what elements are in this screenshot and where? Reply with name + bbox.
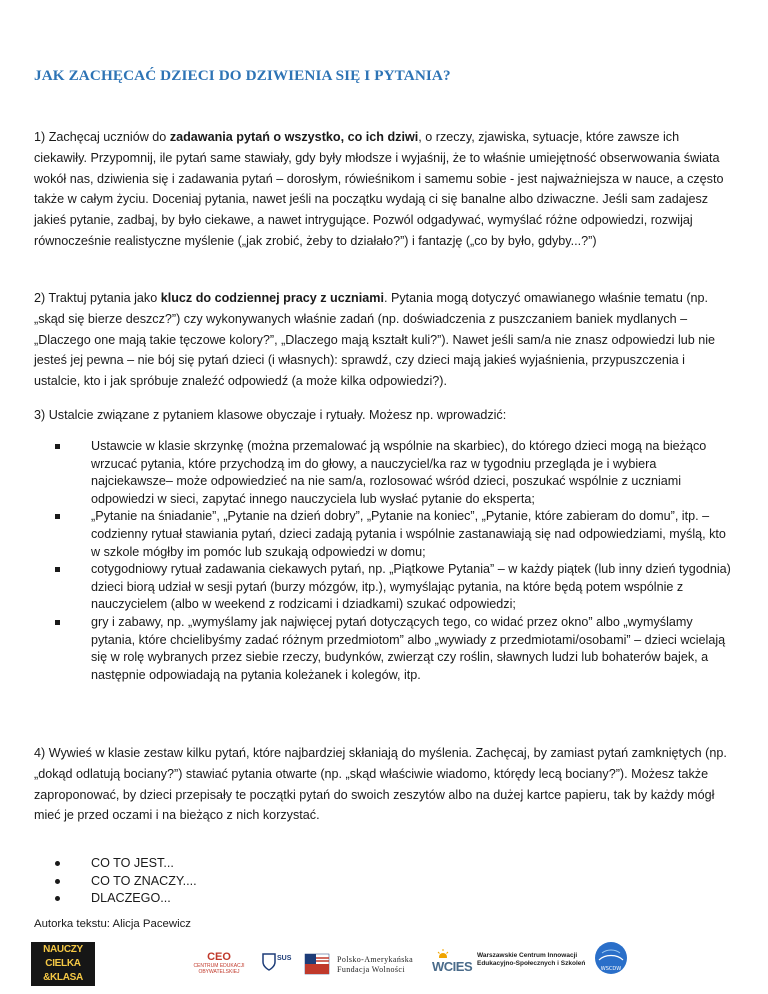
question-starters-list (34, 855, 197, 908)
wc-logo-text (477, 952, 585, 968)
list-item (34, 855, 197, 873)
list-item-text: CO TO JEST... (91, 856, 174, 870)
square-bullet-icon (55, 514, 60, 519)
paragraph-2-body: . Pytania mogą dotyczyć omawianego właśnie tematu (np. „skąd się bierze deszcz?”) czy wykonywanych właśnie zadań (np. doświadczenia z puszczaniem baniek mydlanych – „Dlaczego one mają takie tęczowe kolory?”, „Dlaczego mają kształt kuli?”). Nawet jeśli sam/a nie znasz odpowiedzi lub nie jesteś jej pewna – nie bój się pytań dzieci (i własnych): sprawdź, czy dzieci mają jakieś wyjaśnienia, przypuszczenia i ustalcie, kto i jak spróbuje znaleźć odpowiedź (a może kilka odpowiedzi?). (34, 291, 716, 389)
paragraph-1-lead: 1) Zachęcaj uczniów do (34, 130, 170, 144)
ceo-logo-tagline: CENTRUM EDUKACJI OBYWATELSKIEJ (193, 963, 245, 975)
sun-icon (436, 948, 450, 958)
list-item (34, 890, 197, 908)
wscdw-logo-text: WSCDW (600, 966, 622, 972)
list-item (34, 508, 734, 561)
flag-icon (303, 950, 331, 978)
author-credit: Autorka tekstu: Alicja Pacewicz (34, 918, 192, 930)
paragraph-1 (34, 127, 734, 252)
rituals-list (34, 438, 734, 684)
document-title: JAK ZACHĘCAĆ DZIECI DO DZIWIENIA SIĘ I PYTANIA? (34, 67, 451, 84)
paragraph-2-bold: klucz do codziennej pracy z uczniami (160, 291, 384, 305)
round-bullet-icon (55, 879, 60, 884)
logo-line: CIELKA (45, 958, 81, 969)
sus-logo-text: SUS (277, 955, 292, 962)
list-item (34, 614, 734, 684)
paragraph-4: 4) Wywieś w klasie zestaw kilku pytań, które najbardziej skłaniają do myślenia. Zachęcaj, by zamiast pytań zamkniętych (np. „dokąd odlatują bociany?”) stawiać pytania otwarte (np. „skąd właściwie wiadomo, którędy lecą bociany?”). Możesz także zaproponować, by dzieci przepisały te początki pytań do swoich zeszytów albo na dużej kartce papieru, tak by każdy mógł mieć je przed oczami i na bieżąco z nich korzystać. (34, 746, 727, 823)
list-item (34, 873, 197, 891)
list-item-text: DLACZEGO... (91, 891, 171, 905)
paragraph-3: 3) Ustalcie związane z pytaniem klasowe obyczaje i rytuały. Możesz np. wprowadzić: (34, 408, 507, 422)
paragraph-2-lead: 2) Traktuj pytania jako (34, 291, 161, 305)
logo-line: NAUCZY (43, 944, 83, 955)
ceo-logo-wordmark: CEO (207, 951, 231, 963)
globe-icon (593, 940, 629, 976)
wc-line-2: Edukacyjno-Społecznych i Szkoleń (477, 960, 586, 967)
list-item-text: gry i zabawy, np. „wymyślamy jak najwięcej pytań dotyczących tego, co widać przez okno” albo „wymyślamy pytania, które chcielibyśmy zadać różnym przedmiotom” albo „wywiady z przedmiotami/osobami” – dzieci wcielają się w rolę wybranych przez siebie rzeczy, budynków, zwierząt czy roślin, sławnych ludzi lub bohaterów bajek, a następnie odpowiadają na pytania koleżanek i kolegów, itp. (91, 614, 726, 682)
list-item-text: „Pytanie na śniadanie”, „Pytanie na dzień dobry”, „Pytanie na koniec”, „Pytanie, które zabieram do domu”, itp. – codzienny rytuał stawiania pytań, dzieci zadają pytania i wspólnie zastanawiają się nad odpowiedziami, myślą, kto w szkole mógłby im pomóc lub szukają odpowiedzi w domu; (91, 509, 726, 559)
list-item (34, 561, 734, 614)
paragraph-1-body: , o rzeczy, zjawiska, sytuacje, które zawsze ich ciekawiły. Przypomnij, ile pytań same stawiały, gdy były młodsze i wyjaśnij, że to właśnie umiejętność obserwowania świata wokół nas, dziwienia się i zadawania pytań – dorosłym, rówieśnikom i samemu sobie - jest najważniejsza w nauce, a często także w całym życiu. Doceniaj pytania, nawet jeśli na początku wydają ci się banalne albo dziwaczne. Jeśli sam zadajesz jakieś pytanie, zadbaj, by było ciekawe, a nawet intrygujące. Pozwól odgadywać, wymyślać różne odpowiedzi, rozwijaj równocześnie realistyczne myślenie („jak zrobić, żeby to działało?”) i fantazję („co by było, gdyby...?”) (34, 130, 724, 248)
pafw-line-2: Fundacja Wolności (337, 965, 405, 974)
list-item-text: CO TO ZNACZY.... (91, 873, 197, 888)
wcies-logo-text: WCIES (432, 959, 473, 974)
wcies-logo (432, 948, 472, 978)
wscdw-logo (593, 940, 629, 980)
list-item-text: cotygodniowy rytuał zadawania ciekawych pytań, np. „Piątkowe Pytania” – w każdy piątek (lub inny dzień tygodnia) dzieci biorą udział w sesji pytań (burzy mózgów, itp.), wymyślając pytania, na które będą potem wspólnie z nauczycielem (albo w weekend z rodzicami i dziadkami) szukać odpowiedzi; (91, 562, 731, 612)
shield-icon (262, 953, 276, 971)
wc-line-1: Warszawskie Centrum Innowacji (477, 952, 578, 959)
round-bullet-icon (55, 896, 60, 901)
nauczycielka-klasa-logo (31, 942, 95, 986)
pafw-logo-text (337, 955, 413, 975)
ceo-logo (188, 951, 250, 981)
paragraph-1-bold: zadawania pytań o wszystko, co ich dziwi (169, 130, 419, 144)
partner-logos-footer (0, 936, 768, 994)
pafw-logo (303, 950, 423, 980)
square-bullet-icon (55, 567, 60, 572)
square-bullet-icon (55, 620, 60, 625)
pafw-line-1: Polsko-Amerykańska (337, 955, 414, 964)
round-bullet-icon (55, 861, 60, 866)
list-item-text: Ustawcie w klasie skrzynkę (można przemalować ją wspólnie na skarbiec), do którego dzieci mogą na bieżąco wrzucać pytania, które przychodzą im do głowy, a nauczyciel/ka raz w tygodniu przegląda je i wybiera najciekawsze– może odpowiedzieć na nie sam/a, rozlosować wśród dzieci, poszukać wspólnie z uczniami odpowiedzi w sieci, zapytać innego nauczyciela lub wysłać pytanie do eksperta; (91, 439, 707, 506)
sus-logo (262, 951, 296, 981)
logo-line: &KLASA (43, 972, 83, 983)
list-item (34, 438, 734, 508)
paragraph-2 (34, 288, 734, 392)
square-bullet-icon (55, 444, 60, 449)
